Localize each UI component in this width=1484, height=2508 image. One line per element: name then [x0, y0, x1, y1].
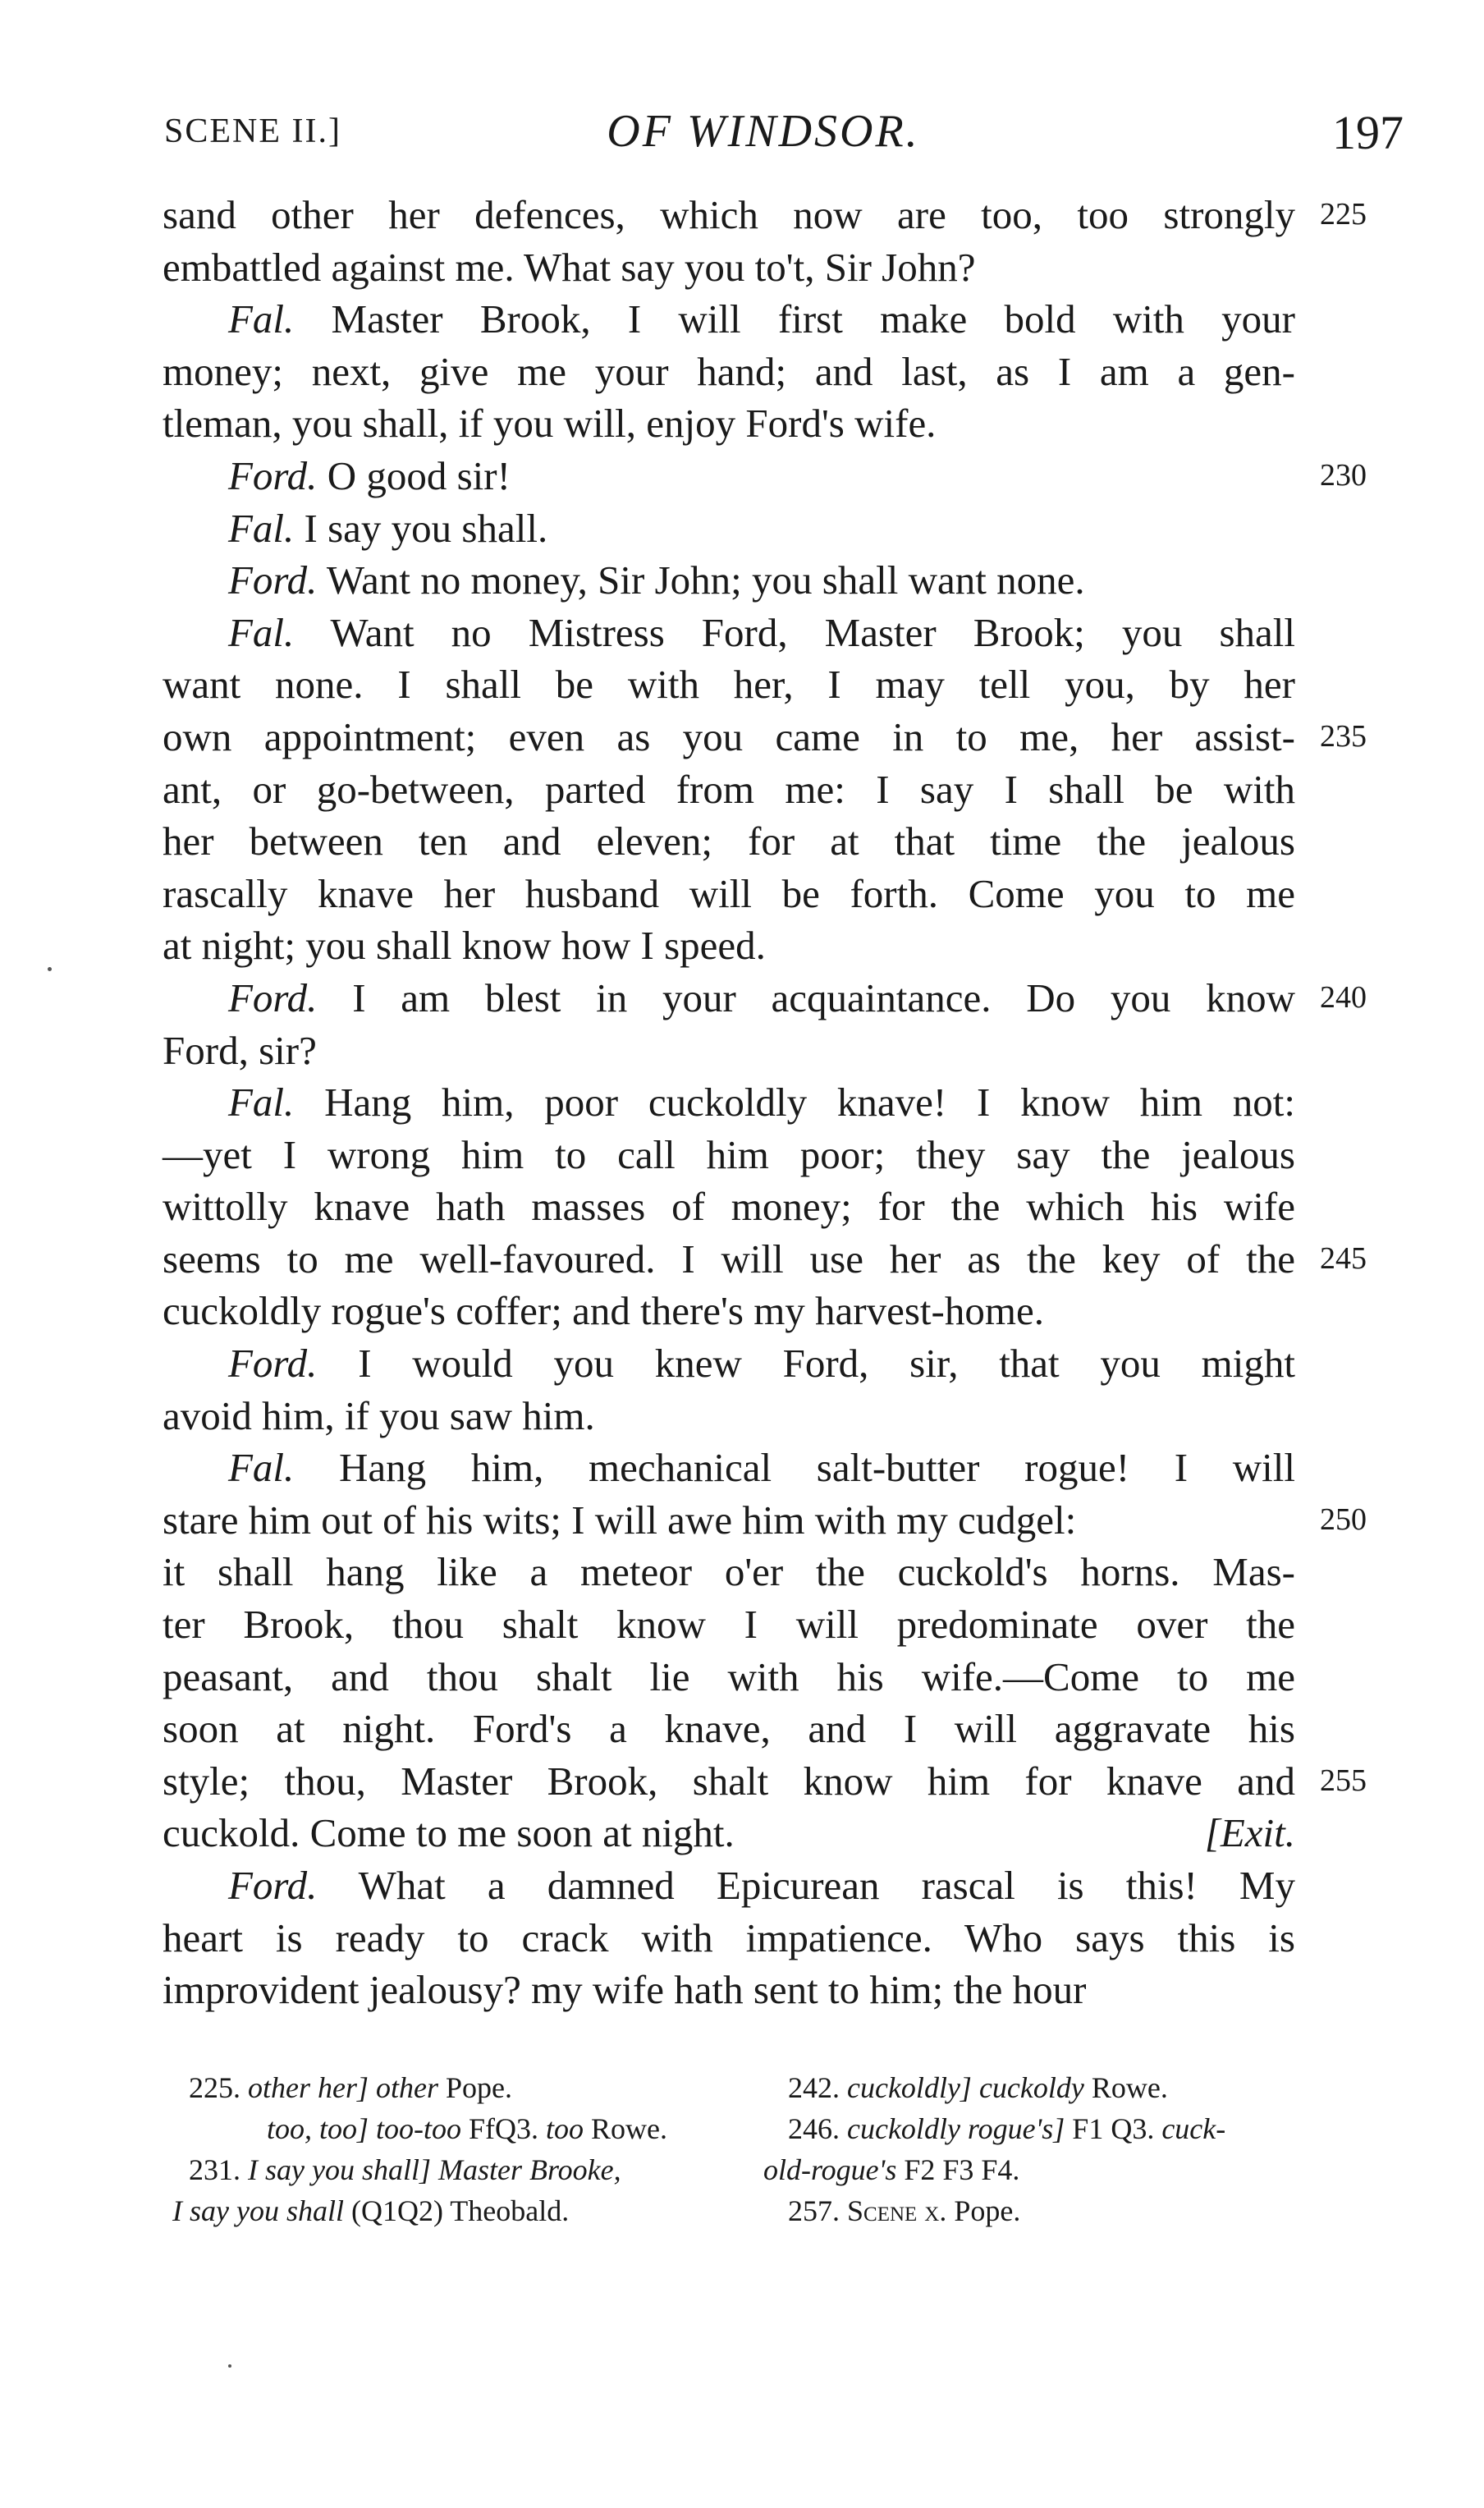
note-257: 257. Scene x. Pope. — [788, 2194, 1021, 2227]
note-246-cont: old-rogue's F2 F3 F4. — [763, 2153, 1020, 2186]
text-line — [163, 763, 1295, 816]
speaker-name: Fal. — [228, 296, 295, 342]
line-number: 245 — [1320, 1240, 1367, 1276]
line-number: 250 — [1320, 1502, 1367, 1537]
line-text: Want no money, Sir John; you shall want none. — [326, 557, 1085, 603]
text-line — [163, 1755, 1367, 1808]
text-line — [163, 1285, 1295, 1337]
line-text: I would you knew Ford, sir, that you might — [358, 1341, 1295, 1387]
line-text: wittolly knave hath masses of money; for the which his wife — [163, 1184, 1295, 1230]
line-text: cuckoldly rogue's coffer; and there's my harvest-home. — [163, 1288, 1044, 1334]
line-text: I am blest in your acquaintance. Do you know — [352, 974, 1296, 1020]
text-line — [163, 397, 1295, 450]
note-row — [189, 2149, 1338, 2190]
line-text: O good sir! — [327, 452, 511, 498]
speaker-name: Fal. — [228, 1445, 295, 1491]
running-header — [164, 97, 1404, 171]
scene-label: SCENE II.] — [164, 112, 341, 150]
line-text: at night; you shall know how I speed. — [163, 923, 766, 969]
line-text: own appointment; even as you came in to me, her assist- — [163, 713, 1295, 759]
speaker-name: Ford. — [228, 1341, 318, 1387]
line-text: Master Brook, I will first make bold with your — [331, 296, 1295, 342]
line-text: embattled against me. What say you to't, Sir John? — [163, 244, 976, 290]
line-number: 240 — [1320, 979, 1367, 1015]
text-line — [163, 711, 1367, 763]
note-225: 225. other her] other Pope. — [189, 2071, 512, 2104]
note-242: 242. cuckoldly] cuckoldy Rowe. — [788, 2071, 1168, 2104]
line-text: soon at night. Ford's a knave, and I will aggravate his — [163, 1706, 1295, 1752]
note-231-cont: I say you shall (Q1Q2) Theobald. — [172, 2194, 570, 2227]
text-line — [163, 1494, 1367, 1547]
paper-speck — [48, 967, 52, 971]
line-text: heart is ready to crack with impatience. Who says this is — [163, 1914, 1295, 1960]
text-line — [163, 1703, 1295, 1755]
text-line — [163, 607, 1295, 659]
line-text: peasant, and thou shalt lie with his wife.—Come to me — [163, 1653, 1295, 1699]
line-text: money; next, give me your hand; and last, as I am a gen- — [163, 348, 1295, 394]
paper-speck — [228, 2364, 231, 2368]
text-line — [163, 1859, 1295, 1912]
note-row — [172, 2190, 1338, 2231]
text-line — [163, 658, 1295, 711]
line-text: want none. I shall be with her, I may tell you, by her — [163, 662, 1295, 708]
line-text: sand other her defences, which now are too, too strongly — [163, 192, 1295, 237]
text-line — [163, 346, 1295, 398]
page-number: 197 — [1332, 106, 1404, 159]
note-246: 246. cuckoldly rogue's] F1 Q3. cuck- — [788, 2112, 1226, 2145]
speaker-name: Ford. — [228, 1863, 318, 1908]
text-line — [163, 1807, 1295, 1859]
line-text: Want no Mistress Ford, Master Brook; you shall — [330, 609, 1295, 655]
line-text: stare him out of his wits; I will awe him with my cudgel: — [163, 1497, 1077, 1543]
note-row — [189, 2108, 1338, 2149]
text-line — [163, 1181, 1295, 1233]
line-text: Hang him, poor cuckoldly knave! I know him not: — [324, 1080, 1295, 1126]
text-line — [163, 868, 1295, 920]
stage-direction: [Exit. — [1204, 1810, 1295, 1856]
line-text: her between ten and eleven; for at that time the jealous — [163, 818, 1295, 864]
running-title: OF WINDSOR. — [607, 106, 920, 157]
line-text: rascally knave her husband will be forth. Come you to me — [163, 870, 1295, 916]
text-line — [163, 1025, 1295, 1077]
speaker-name: Fal. — [228, 505, 295, 551]
text-line — [163, 1598, 1295, 1651]
text-line — [163, 919, 1295, 972]
text-line — [163, 972, 1367, 1025]
speaker-name: Ford. — [228, 974, 318, 1020]
line-number: 230 — [1320, 457, 1367, 493]
text-line — [163, 1651, 1295, 1703]
line-text: ant, or go-between, parted from me: I say I shall be with — [163, 766, 1295, 812]
text-line — [163, 815, 1295, 868]
text-line — [163, 1912, 1295, 1965]
line-number: 225 — [1320, 197, 1367, 232]
text-line — [163, 554, 1295, 607]
text-line — [163, 1964, 1295, 2016]
text-line — [163, 1546, 1295, 1598]
speaker-name: Ford. — [228, 557, 318, 603]
textual-notes — [172, 2067, 1338, 2231]
line-text: Hang him, mechanical salt-butter rogue! I will — [339, 1445, 1295, 1491]
line-text: tleman, you shall, if you will, enjoy Ford's wife. — [163, 401, 937, 447]
speaker-name: Ford. — [228, 452, 318, 498]
line-text: I say you shall. — [304, 505, 548, 551]
line-text: ter Brook, thou shalt know I will predominate over the — [163, 1602, 1295, 1648]
line-text: avoid him, if you saw him. — [163, 1392, 595, 1438]
speaker-name: Fal. — [228, 609, 295, 655]
line-text: cuckold. Come to me soon at night. — [163, 1810, 735, 1856]
line-text: improvident jealousy? my wife hath sent to him; the hour — [163, 1967, 1087, 2013]
text-line — [163, 1442, 1295, 1494]
line-text: What a damned Epicurean rascal is this! My — [358, 1863, 1295, 1908]
speaker-name: Fal. — [228, 1080, 295, 1126]
text-line — [163, 189, 1367, 241]
text-line — [163, 1337, 1295, 1390]
text-line — [163, 1076, 1295, 1129]
line-number: 255 — [1320, 1763, 1367, 1798]
play-text — [163, 189, 1367, 2016]
text-line — [163, 1129, 1295, 1181]
text-line — [163, 1390, 1295, 1442]
text-line — [163, 241, 1295, 294]
note-row — [189, 2067, 1338, 2108]
line-text: it shall hang like a meteor o'er the cuckold's horns. Mas- — [163, 1549, 1295, 1595]
note-231: 231. I say you shall] Master Brooke, — [189, 2153, 621, 2186]
text-line — [163, 450, 1367, 502]
text-line — [163, 1233, 1367, 1286]
line-text: style; thou, Master Brook, shalt know him for knave and — [163, 1758, 1295, 1804]
line-number: 235 — [1320, 718, 1367, 754]
text-line — [163, 502, 1295, 555]
line-text: —yet I wrong him to call him poor; they say the jealous — [163, 1131, 1295, 1177]
text-line — [163, 293, 1295, 346]
line-text: seems to me well-favoured. I will use her as the key of the — [163, 1236, 1295, 1282]
note-225b: too, too] too-too FfQ3. too Rowe. — [267, 2112, 668, 2145]
line-text: Ford, sir? — [163, 1027, 317, 1073]
